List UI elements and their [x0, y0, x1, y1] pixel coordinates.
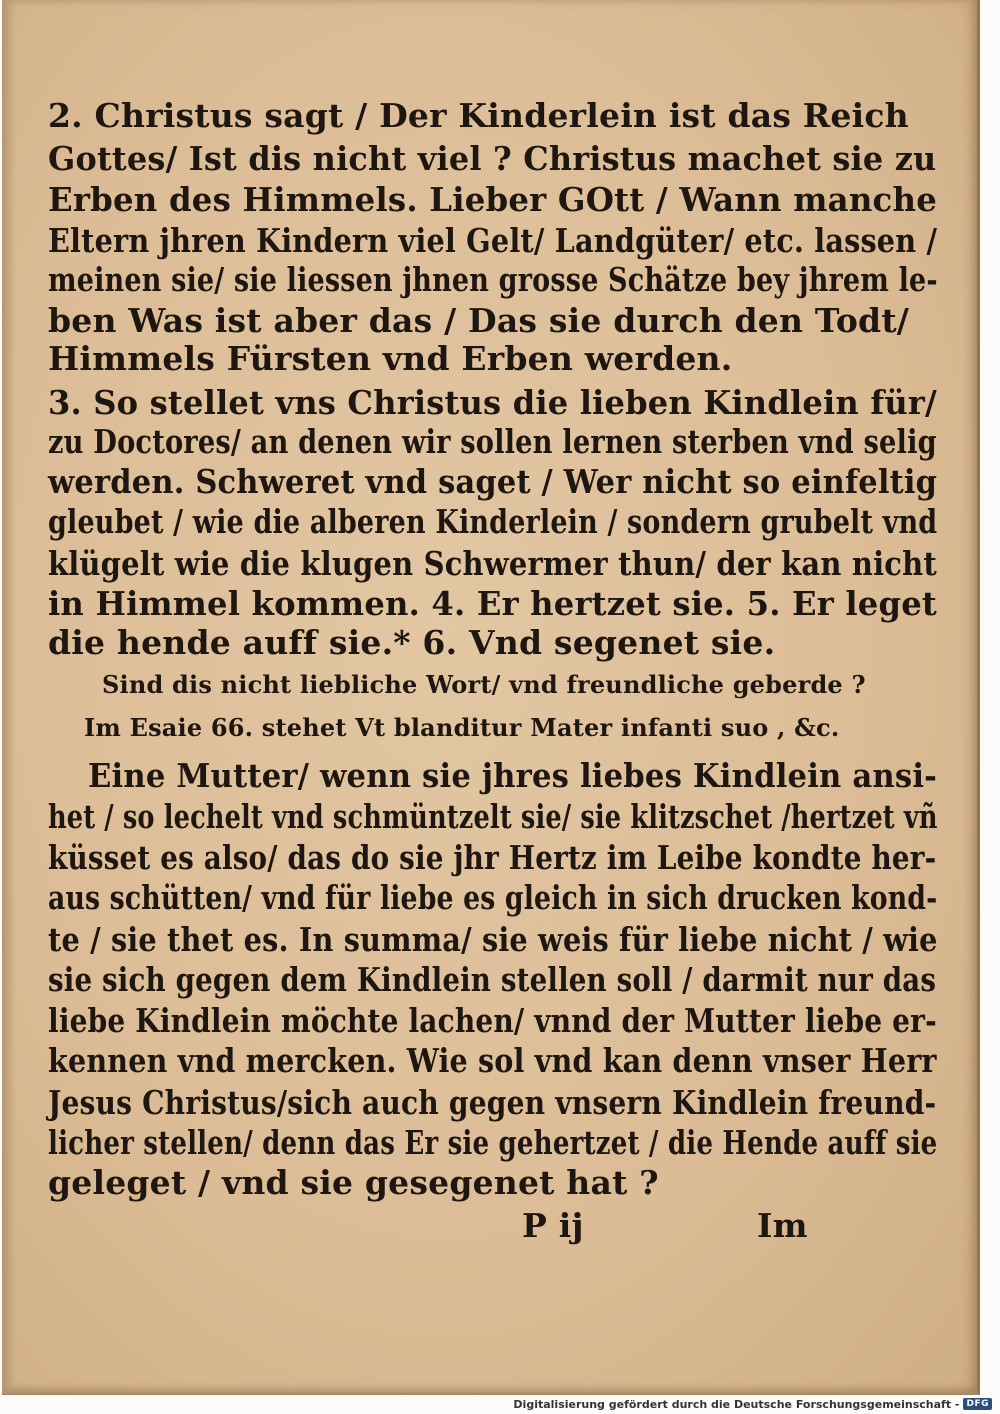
text-line: Jesus Christus/sich auch gegen vnsern Kindlein freund- — [48, 1083, 937, 1122]
text-line: liebe Kindlein möchte lachen/ vnnd der Mutter liebe er- — [48, 1001, 937, 1040]
text-line: Erben des Himmels. Lieber GOtt / Wann manche — [48, 180, 938, 219]
text-line: ben Was ist aber das / Das sie durch den Todt/ — [48, 301, 910, 340]
text-line: in Himmel kommen. 4. Er hertzet sie. 5. Er leget — [48, 584, 937, 623]
digitization-credit — [513, 1396, 992, 1412]
text-line: meinen sie/ sie liessen jhnen grosse Schätze bey jhrem le- — [48, 260, 938, 299]
signature-mark: P ij — [522, 1206, 584, 1245]
text-line: sie sich gegen dem Kindlein stellen soll / darmit nur das — [48, 960, 937, 999]
text-line: klügelt wie die klugen Schwermer thun/ der kan nicht — [48, 544, 937, 583]
book-page — [2, 0, 980, 1395]
dfg-logo: DFG — [963, 1398, 992, 1410]
text-line: küsset es also/ das do sie jhr Hertz im Leibe kondte her- — [48, 838, 937, 877]
text-line: zu Doctores/ an denen wir sollen lernen sterben vnd selig — [48, 422, 937, 461]
text-line: Eltern jhren Kindern viel Gelt/ Landgüter/ etc. lassen / — [48, 221, 938, 260]
text-line: geleget / vnd sie gesegenet hat ? — [48, 1163, 659, 1202]
credit-text: Digitalisierung gefördert durch die Deutsche Forschungsgemeinschaft - — [513, 1397, 960, 1411]
text-line-small: Sind dis nicht liebliche Wort/ vnd freundliche geberde ? — [102, 670, 866, 699]
text-line: gleubet / wie die alberen Kinderlein / sondern grubelt vnd — [48, 502, 938, 541]
text-line: werden. Schweret vnd saget / Wer nicht so einfeltig — [48, 462, 938, 501]
text-line: Himmels Fürsten vnd Erben werden. — [48, 339, 733, 378]
text-line-small: Im Esaie 66. stehet Vt blanditur Mater infanti suo , &c. — [84, 713, 840, 742]
text-line: Eine Mutter/ wenn sie jhres liebes Kindlein ansi- — [88, 756, 938, 795]
text-line: te / sie thet es. In summa/ sie weis für liebe nicht / wie — [48, 920, 938, 959]
text-line: het / so lechelt vnd schmüntzelt sie/ sie klitzschet /hertzet vñ — [48, 797, 938, 836]
text-line: 3. So stellet vns Christus die lieben Kindlein für/ — [48, 383, 937, 422]
text-line: kennen vnd mercken. Wie sol vnd kan denn vnser Herr — [48, 1041, 937, 1080]
text-line: Gottes/ Ist dis nicht viel ? Christus machet sie zu — [48, 139, 937, 178]
catchword: Im — [757, 1206, 808, 1245]
text-line: aus schütten/ vnd für liebe es gleich in sich drucken kond- — [48, 878, 938, 917]
text-line: licher stellen/ denn das Er sie gehertzet / die Hende auff sie — [48, 1123, 938, 1162]
text-line: die hende auff sie.* 6. Vnd segenet sie. — [48, 623, 776, 662]
text-line: 2. Christus sagt / Der Kinderlein ist das Reich — [48, 96, 909, 135]
